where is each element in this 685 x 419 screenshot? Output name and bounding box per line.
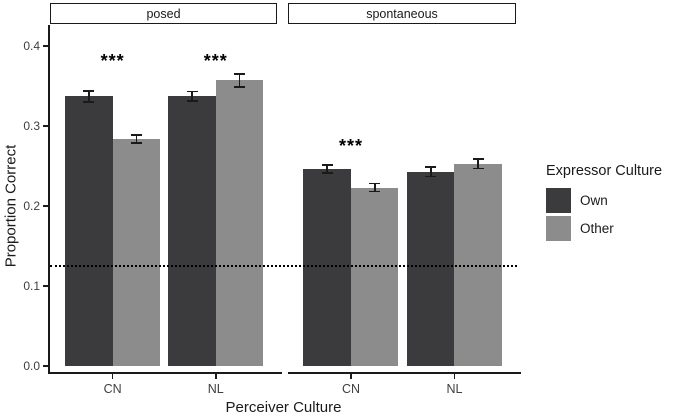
facet-strip-spontaneous-label: spontaneous — [366, 6, 438, 21]
x-axis-tick — [454, 374, 456, 379]
legend-item-own — [546, 188, 662, 213]
x-tick-label: CN — [341, 382, 360, 396]
legend-item-other — [546, 216, 662, 241]
error-bar-cap — [234, 73, 245, 75]
y-tick-label: 0.0 — [23, 358, 40, 373]
error-bar-cap — [473, 158, 484, 160]
legend — [546, 163, 662, 244]
y-axis-tick — [43, 285, 49, 287]
bar-posed-CN-own — [65, 96, 113, 366]
legend-label-own: Own — [580, 193, 608, 208]
chance-reference-line — [50, 265, 517, 267]
error-bar-cap — [187, 91, 198, 93]
error-bar-cap — [83, 90, 94, 92]
x-axis-title: Perceiver Culture — [225, 399, 342, 416]
legend-label-other: Other — [580, 221, 614, 236]
x-tick-label: NL — [446, 382, 463, 396]
error-bar-cap — [322, 172, 333, 174]
x-axis-tick — [112, 374, 114, 379]
y-tick-label: 0.3 — [23, 118, 40, 133]
error-bar-cap — [369, 183, 380, 185]
bar-posed-CN-other — [113, 139, 161, 366]
error-bar-cap — [425, 176, 436, 178]
error-bar-cap — [83, 101, 94, 103]
error-bar-cap — [369, 191, 380, 193]
bar-posed-NL-own — [168, 96, 216, 366]
error-bar-cap — [473, 168, 484, 170]
significance-stars-spontaneous-cn: *** — [338, 136, 363, 156]
x-axis-line — [288, 372, 521, 374]
error-bar-cap — [322, 164, 333, 166]
y-axis-tick — [43, 45, 49, 47]
y-tick-label: 0.4 — [23, 38, 40, 53]
error-bar-cap — [187, 100, 198, 102]
legend-title: Expressor Culture — [546, 163, 663, 179]
error-bar-cap — [425, 166, 436, 168]
legend-swatch-own — [546, 188, 571, 213]
error-bar-cap — [131, 142, 142, 144]
significance-stars-posed-cn: *** — [100, 51, 125, 72]
y-axis-tick — [43, 205, 49, 207]
y-axis-line — [48, 25, 50, 374]
error-bar-posed-NL-other — [239, 74, 241, 87]
legend-swatch-other — [546, 216, 571, 241]
error-bar-cap — [131, 134, 142, 136]
y-tick-label: 0.2 — [23, 198, 40, 213]
x-axis-line — [50, 372, 282, 374]
y-axis-tick — [43, 125, 49, 127]
x-axis-tick — [215, 374, 217, 379]
significance-stars-posed-nl: *** — [203, 51, 228, 72]
y-axis-title: Proportion Correct — [2, 144, 20, 268]
bar-spontaneous-CN-own — [303, 169, 351, 366]
bar-spontaneous-CN-other — [351, 188, 399, 366]
bar-posed-NL-other — [216, 80, 264, 366]
x-axis-tick — [350, 374, 352, 379]
y-tick-label: 0.1 — [23, 278, 40, 293]
facet-strip-posed-label: posed — [146, 6, 181, 21]
bar-spontaneous-NL-own — [407, 172, 455, 366]
error-bar-cap — [234, 86, 245, 88]
x-tick-label: NL — [207, 382, 224, 396]
y-axis-tick — [43, 365, 49, 367]
x-tick-label: CN — [103, 382, 122, 396]
